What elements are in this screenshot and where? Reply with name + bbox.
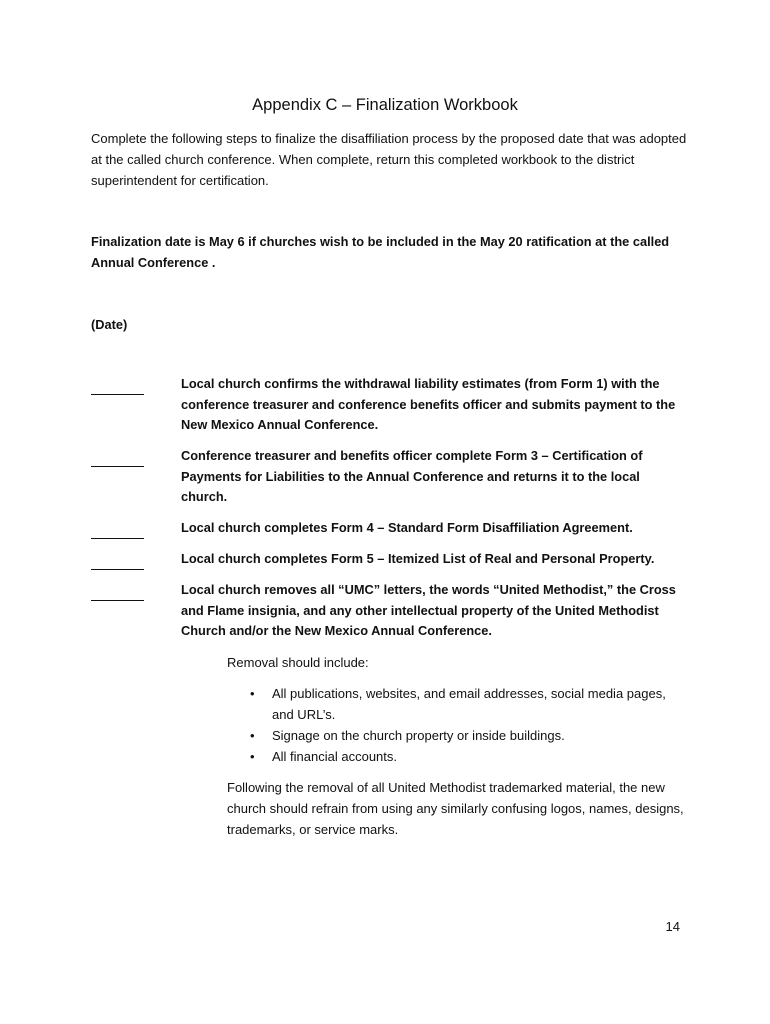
checklist-step-3 <box>91 520 691 539</box>
list-item <box>245 683 685 725</box>
bullet-icon: • <box>250 728 255 743</box>
bullet-icon: • <box>250 749 255 764</box>
date-blank-line[interactable] <box>91 585 144 601</box>
date-blank-line[interactable] <box>91 379 144 395</box>
removal-list <box>245 683 685 767</box>
step-text: Conference treasurer and benefits officer complete Form 3 – Certification of Payments for Liabilities to the Annual Conference and returns it to the local church. <box>181 448 643 504</box>
page-title: Appendix C – Finalization Workbook <box>252 96 518 114</box>
page-number: 14 <box>665 919 680 934</box>
date-blank-line[interactable] <box>91 451 144 467</box>
checklist-step-1 <box>91 376 691 432</box>
checklist-step-5 <box>91 582 691 638</box>
bullet-icon: • <box>250 686 255 701</box>
date-blank-line[interactable] <box>91 554 144 570</box>
intro-paragraph: Complete the following steps to finalize the disaffiliation process by the proposed date that was adopted at the called church conference. When complete, return this completed workbook to the district superintendent for certification. <box>91 131 687 188</box>
checklist-step-4 <box>91 551 691 570</box>
list-item <box>245 746 685 767</box>
step-text: Local church completes Form 5 – Itemized List of Real and Personal Property. <box>181 551 655 566</box>
removal-lead: Removal should include: <box>227 655 369 670</box>
list-item-text: All financial accounts. <box>272 749 398 764</box>
checklist-step-2 <box>91 448 691 504</box>
step-text: Local church removes all “UMC” letters, the words “United Methodist,” the Cross and Flame insignia, and any other intellectual property of the United Methodist Church and/or the New Mexico Annual Conference. <box>181 582 676 638</box>
following-paragraph: Following the removal of all United Methodist trademarked material, the new church should refrain from using any similarly confusing logos, names, designs, trademarks, or service marks. <box>227 780 684 837</box>
date-column-label: (Date) <box>91 317 128 332</box>
date-blank-line[interactable] <box>91 523 144 539</box>
list-item-text: Signage on the church property or inside buildings. <box>272 728 565 743</box>
step-text: Local church completes Form 4 – Standard Form Disaffiliation Agreement. <box>181 520 633 535</box>
step-text: Local church confirms the withdrawal liability estimates (from Form 1) with the conference treasurer and conference benefits officer and submits payment to the New Mexico Annual Conference. <box>181 376 676 432</box>
list-item <box>245 725 685 746</box>
finalization-date-note: Finalization date is May 6 if churches wish to be included in the May 20 ratification at the called Annual Conference . <box>91 234 670 270</box>
list-item-text: All publications, websites, and email addresses, social media pages, and URL’s. <box>272 686 666 722</box>
